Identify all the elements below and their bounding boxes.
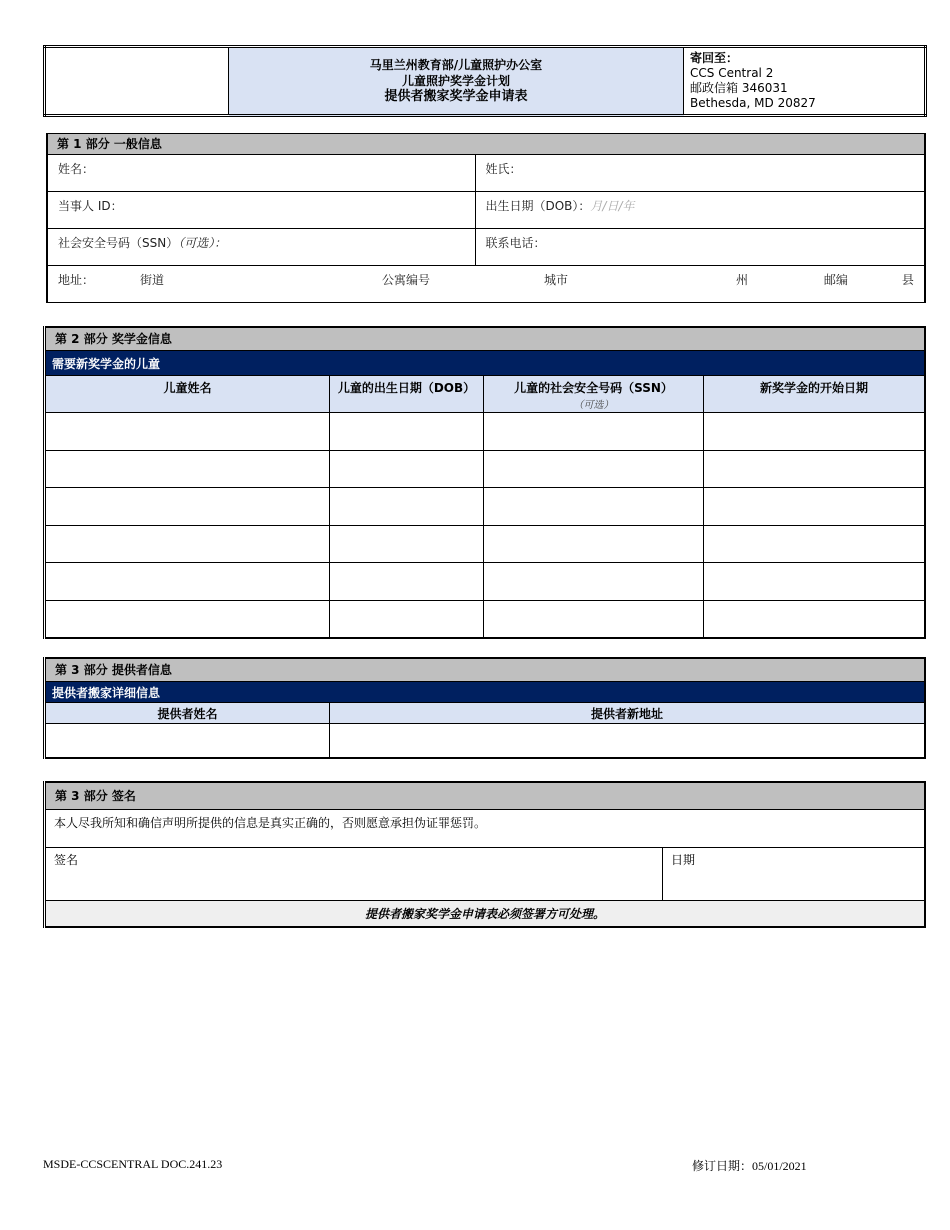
section1-title: 第 1 部分 一般信息: [47, 134, 925, 155]
table-row: [45, 600, 926, 638]
section4-title: 第 3 部分 签名: [45, 782, 926, 810]
section-scholarship-info: [43, 326, 926, 639]
child-name-input[interactable]: [45, 450, 330, 488]
last-name-label: 姓氏：: [485, 162, 522, 176]
child-ssn-input[interactable]: [484, 600, 704, 638]
child-name-input[interactable]: [45, 488, 330, 526]
child-dob-input[interactable]: [330, 413, 484, 451]
table-row: [45, 450, 926, 488]
col-provider-address: 提供者新地址: [330, 703, 926, 724]
phone-label: 联系电话：: [485, 236, 546, 250]
doc-id: MSDE-CCSCENTRAL DOC.241.23: [43, 1157, 223, 1171]
mail-to-line3: Bethesda, MD 20827: [690, 96, 816, 110]
first-name-label: 姓名：: [58, 162, 95, 176]
agency-name: 马里兰州教育部/儿童照护办公室: [369, 58, 543, 72]
address-street: 街道: [139, 273, 164, 287]
revision-date: 修订日期：05/01/2021: [692, 1159, 807, 1173]
start-date-input[interactable]: [704, 563, 926, 601]
date-label: 日期: [671, 853, 696, 867]
signature-required-note: 提供者搬家奖学金申请表必须签署方可处理。: [45, 901, 926, 927]
party-id-label: 当事人 ID：: [58, 199, 123, 213]
start-date-input[interactable]: [704, 525, 926, 563]
col-child-name-label: 儿童姓名: [163, 381, 212, 395]
mail-to-label: 寄回至：: [690, 51, 739, 65]
child-dob-input[interactable]: [330, 525, 484, 563]
child-dob-input[interactable]: [330, 450, 484, 488]
form-title: 提供者搬家奖学金申请表: [384, 89, 528, 104]
mail-to-line1: CCS Central 2: [690, 66, 774, 80]
col-provider-name: 提供者姓名: [45, 703, 330, 724]
provider-address-input[interactable]: [330, 724, 926, 758]
signature-label: 签名: [54, 853, 79, 867]
col-child-dob: [330, 376, 484, 413]
signature-field[interactable]: [45, 848, 663, 901]
ssn-field[interactable]: [47, 229, 475, 266]
dob-label: 出生日期（DOB）：: [485, 199, 591, 213]
section2-title: 第 2 部分 奖学金信息: [45, 327, 926, 351]
first-name-field[interactable]: [47, 155, 475, 192]
child-ssn-input[interactable]: [484, 525, 704, 563]
child-name-input[interactable]: [45, 413, 330, 451]
start-date-input[interactable]: [704, 450, 926, 488]
mail-to-line2: 邮政信箱 346031: [690, 81, 788, 95]
child-ssn-input[interactable]: [484, 450, 704, 488]
child-name-input[interactable]: [45, 525, 330, 563]
section-signature: [43, 781, 926, 928]
address-state: 州: [735, 273, 748, 287]
dob-field[interactable]: [475, 192, 925, 229]
address-county: 县: [901, 273, 914, 287]
table-row: [45, 525, 926, 563]
col-start-date: [704, 376, 926, 413]
child-name-input[interactable]: [45, 563, 330, 601]
table-row: [45, 563, 926, 601]
party-id-field[interactable]: [47, 192, 475, 229]
section2-subheader: 需要新奖学金的儿童: [45, 351, 926, 376]
address-zip: 邮编: [823, 273, 848, 287]
ssn-optional: （可选）：: [178, 236, 227, 250]
date-field[interactable]: [663, 848, 926, 901]
start-date-input[interactable]: [704, 600, 926, 638]
col-child-dob-label: 儿童的出生日期（DOB）: [337, 381, 476, 395]
address-apt: 公寓编号: [381, 273, 430, 287]
ssn-label: 社会安全号码（SSN）: [58, 236, 179, 250]
col-child-ssn: [484, 376, 704, 413]
address-field[interactable]: [47, 266, 925, 303]
start-date-input[interactable]: [704, 488, 926, 526]
child-ssn-input[interactable]: [484, 413, 704, 451]
program-name: 儿童照护奖学金计划: [401, 74, 510, 88]
section-provider-info: [43, 657, 926, 759]
header-title-cell: [229, 47, 684, 116]
mail-to-block: [684, 47, 926, 116]
child-name-input[interactable]: [45, 600, 330, 638]
last-name-field[interactable]: [475, 155, 925, 192]
col-start-date-label: 新奖学金的开始日期: [759, 381, 868, 395]
address-city: 城市: [543, 273, 568, 287]
child-dob-input[interactable]: [330, 488, 484, 526]
col-child-ssn-label: 儿童的社会安全号码（SSN）: [514, 381, 673, 395]
phone-field[interactable]: [475, 229, 925, 266]
declaration-statement: 本人尽我所知和确信声明所提供的信息是真实正确的，否则愿意承担伪证罪惩罚。: [45, 810, 926, 848]
table-row: [45, 488, 926, 526]
child-dob-input[interactable]: [330, 600, 484, 638]
col-child-ssn-optional: （可选）: [573, 400, 614, 411]
child-dob-input[interactable]: [330, 563, 484, 601]
section-general-info: [46, 133, 926, 303]
col-child-name: [45, 376, 330, 413]
section3-title: 第 3 部分 提供者信息: [45, 658, 926, 682]
dob-placeholder: 月/日/年: [590, 199, 635, 213]
child-ssn-input[interactable]: [484, 488, 704, 526]
start-date-input[interactable]: [704, 413, 926, 451]
form-header: [43, 45, 927, 117]
header-logo-cell: [45, 47, 229, 116]
table-row: [45, 413, 926, 451]
section3-subheader: 提供者搬家详细信息: [45, 682, 926, 703]
child-ssn-input[interactable]: [484, 563, 704, 601]
provider-name-input[interactable]: [45, 724, 330, 758]
address-label: 地址：: [58, 273, 95, 287]
